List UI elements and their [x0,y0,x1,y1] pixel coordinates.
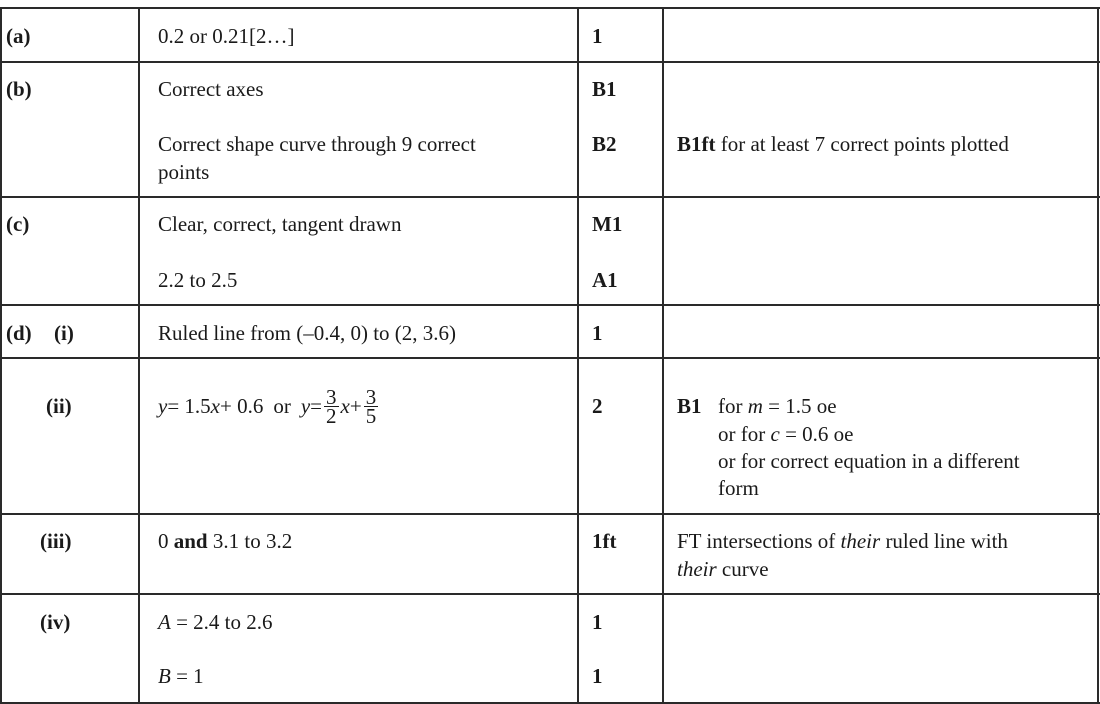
part-label: (c) [6,212,30,236]
column-divider [577,8,579,704]
column-divider [0,8,2,704]
guidance-note: for m = 1.5 oe [718,394,837,418]
guidance-note: their curve [677,557,769,581]
fraction: $\frac{3}{5}$ [365,384,377,428]
fraction: $\frac{3}{2}$ [326,384,337,428]
row-divider [0,304,1100,306]
answer-text: B = 1 [158,664,204,688]
answer-text: A = 2.4 to 2.6 [158,610,273,634]
guidance-note: or for correct equation in a different [718,449,1020,473]
mark: M1 [592,212,623,236]
part-label: (d) [6,321,32,345]
mark: 1 [592,664,603,688]
answer-text: 2.2 to 2.5 [158,268,238,292]
column-divider [662,8,664,704]
answer-text: Correct shape curve through 9 correct [158,132,476,156]
mark: A1 [592,268,618,292]
guidance-code: B1 [677,394,702,418]
row-divider [0,593,1100,595]
mark: 1 [592,610,603,634]
guidance-note: or for c = 0.6 oe [718,422,854,446]
answer-text: Ruled line from (–0.4, 0) to (2, 3.6) [158,321,457,345]
answer-text: points [158,160,210,184]
answer-text: 0 and 3.1 to 3.2 [158,529,293,553]
column-divider [1097,8,1099,704]
part-label: (a) [6,24,31,48]
mark: 2 [592,394,603,418]
row-divider [0,513,1100,515]
mark: 1 [592,321,603,345]
mark: 1 [592,24,603,48]
row-divider [0,357,1100,359]
mark: B1 [592,77,617,101]
row-divider [0,196,1100,198]
equation-answer: y = 1.5 x + 0.6 or y = $\frac{3}{2}$ x + $\frac{3}{5}$ [158,384,377,428]
table-top-border [0,7,1100,9]
mark: 1ft [592,529,617,553]
answer-text: Clear, correct, tangent drawn [158,212,402,236]
guidance-note: FT intersections of their ruled line with [677,529,1008,553]
subpart-label: (ii) [46,394,72,418]
row-divider [0,61,1100,63]
subpart-label: (iv) [40,610,71,634]
mark: B2 [592,132,617,156]
subpart-label: (iii) [40,529,72,553]
answer-text: Correct axes [158,77,264,101]
column-divider [138,8,140,704]
subpart-label: (i) [54,321,74,345]
guidance-note: B1ft for at least 7 correct points plotted [677,132,1009,156]
part-label: (b) [6,77,32,101]
answer-text: 0.2 or 0.21[2…] [158,24,295,48]
guidance-note: form [718,476,759,500]
